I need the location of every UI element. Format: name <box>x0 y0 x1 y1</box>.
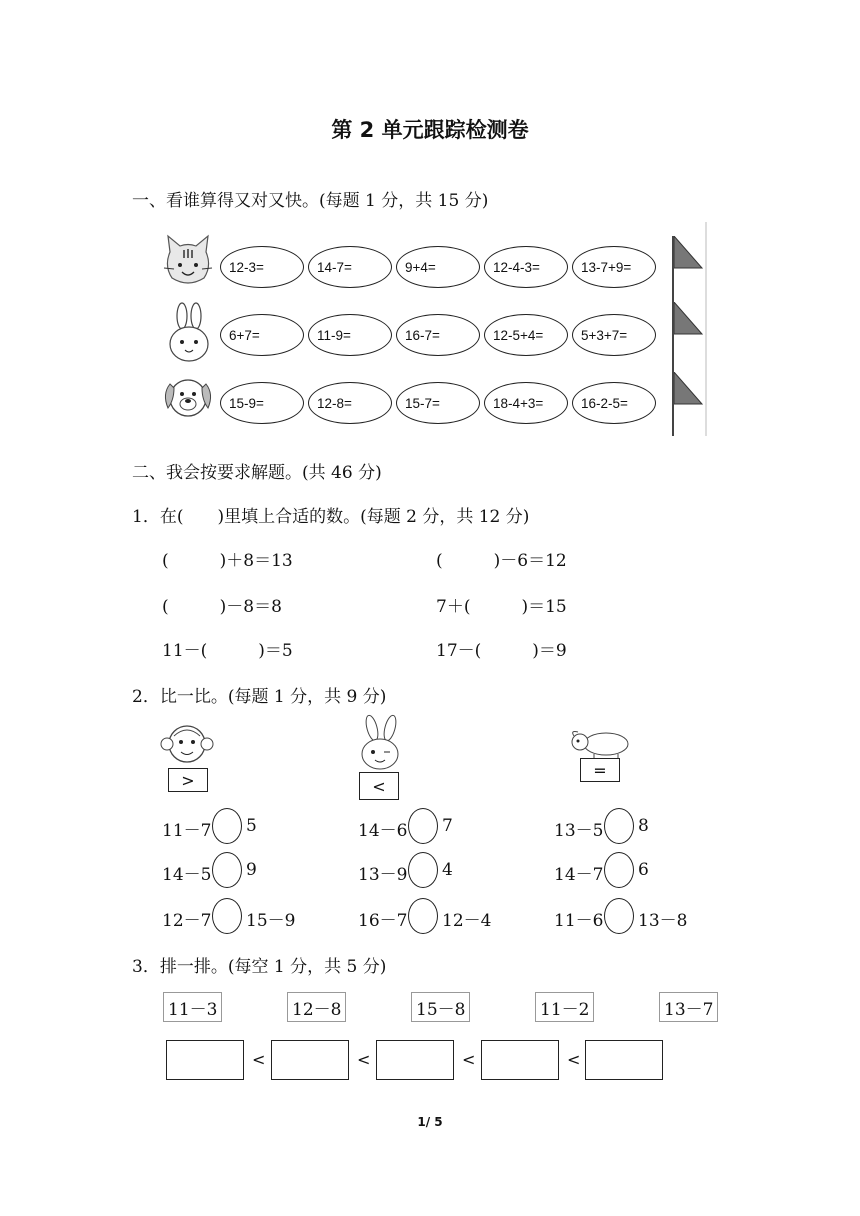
flag-icon <box>674 372 704 408</box>
rabbit-icon <box>164 302 214 364</box>
calc-ellipse[interactable]: 5+3+7= <box>572 314 656 356</box>
calc-ellipse[interactable]: 12-5+4= <box>484 314 568 356</box>
compare-right: 13－8 <box>638 911 688 931</box>
fill-blank-item[interactable]: ( )－8＝8 <box>162 597 282 617</box>
question-3-heading: 3．排一排。(每空 1 分，共 5 分) <box>132 957 387 977</box>
calc-ellipse[interactable]: 15-9= <box>220 382 304 424</box>
less-than-sign: < <box>462 1050 476 1069</box>
expression-card: 15－8 <box>411 992 470 1022</box>
compare-circle[interactable] <box>408 898 438 934</box>
compare-right: 9 <box>246 860 257 880</box>
calc-ellipse[interactable]: 14-7= <box>308 246 392 288</box>
answer-box[interactable] <box>376 1040 454 1080</box>
calc-ellipse[interactable]: 11-9= <box>308 314 392 356</box>
calc-ellipse[interactable]: 15-7= <box>396 382 480 424</box>
expression-card: 13－7 <box>659 992 718 1022</box>
cat-icon <box>162 234 214 294</box>
compare-circle[interactable] <box>408 852 438 888</box>
compare-circle[interactable] <box>604 898 634 934</box>
compare-left: 13－5 <box>554 821 604 841</box>
answer-box[interactable] <box>481 1040 559 1080</box>
compare-left: 13－9 <box>358 865 408 885</box>
compare-circle[interactable] <box>604 808 634 844</box>
fill-blank-item[interactable]: 17－( )＝9 <box>436 641 567 661</box>
compare-right: 6 <box>638 860 649 880</box>
compare-circle[interactable] <box>212 852 242 888</box>
flag-icon <box>674 302 704 338</box>
compare-right: 7 <box>442 816 453 836</box>
sign-card: > <box>168 768 208 792</box>
compare-left: 14－5 <box>162 865 212 885</box>
calc-ellipse[interactable]: 16-2-5= <box>572 382 656 424</box>
compare-left: 12－7 <box>162 911 212 931</box>
less-than-sign: < <box>252 1050 266 1069</box>
less-than-sign: < <box>357 1050 371 1069</box>
question-1-heading: 1．在( )里填上合适的数。(每题 2 分，共 12 分) <box>132 507 530 527</box>
calc-ellipse[interactable]: 9+4= <box>396 246 480 288</box>
compare-right: 15－9 <box>246 911 296 931</box>
page-title: 第 2 单元跟踪检测卷 <box>331 118 529 142</box>
calc-ellipse[interactable]: 16-7= <box>396 314 480 356</box>
section-2-heading: 二、我会按要求解题。(共 46 分) <box>132 463 382 483</box>
compare-right: 12－4 <box>442 911 492 931</box>
expression-card: 11－3 <box>163 992 222 1022</box>
compare-circle[interactable] <box>212 808 242 844</box>
less-than-sign: < <box>567 1050 581 1069</box>
compare-circle[interactable] <box>212 898 242 934</box>
calc-ellipse[interactable]: 12-4-3= <box>484 246 568 288</box>
sign-card: < <box>359 772 399 800</box>
compare-left: 11－6 <box>554 911 604 931</box>
fill-blank-item[interactable]: 7＋( )＝15 <box>436 597 567 617</box>
expression-card: 11－2 <box>535 992 594 1022</box>
calc-ellipse[interactable]: 12-8= <box>308 382 392 424</box>
page-number: 1/ 5 <box>417 1115 443 1129</box>
fill-blank-item[interactable]: ( )－6＝12 <box>436 551 567 571</box>
section-1-heading: 一、看谁算得又对又快。(每题 1 分，共 15 分) <box>132 191 489 211</box>
compare-circle[interactable] <box>408 808 438 844</box>
compare-right: 4 <box>442 860 453 880</box>
flag-icon <box>674 236 704 272</box>
sign-card: = <box>580 758 620 782</box>
compare-left: 14－7 <box>554 865 604 885</box>
compare-left: 14－6 <box>358 821 408 841</box>
dog-icon <box>160 370 216 426</box>
calc-ellipse[interactable]: 6+7= <box>220 314 304 356</box>
compare-right: 8 <box>638 816 649 836</box>
compare-left: 16－7 <box>358 911 408 931</box>
rabbit-icon <box>352 714 408 774</box>
calc-ellipse[interactable]: 18-4+3= <box>484 382 568 424</box>
answer-box[interactable] <box>271 1040 349 1080</box>
question-2-heading: 2．比一比。(每题 1 分，共 9 分) <box>132 687 387 707</box>
calc-ellipse[interactable]: 13-7+9= <box>572 246 656 288</box>
compare-circle[interactable] <box>604 852 634 888</box>
monkey-icon <box>158 720 216 770</box>
compare-left: 11－7 <box>162 821 212 841</box>
fill-blank-item[interactable]: ( )＋8＝13 <box>162 551 293 571</box>
calc-ellipse[interactable]: 12-3= <box>220 246 304 288</box>
quick-calc-panel <box>158 222 709 436</box>
answer-box[interactable] <box>166 1040 244 1080</box>
expression-card: 12－8 <box>287 992 346 1022</box>
fill-blank-item[interactable]: 11－( )＝5 <box>162 641 293 661</box>
compare-right: 5 <box>246 816 257 836</box>
panel-border <box>705 222 707 436</box>
answer-box[interactable] <box>585 1040 663 1080</box>
sheep-icon <box>568 728 632 762</box>
